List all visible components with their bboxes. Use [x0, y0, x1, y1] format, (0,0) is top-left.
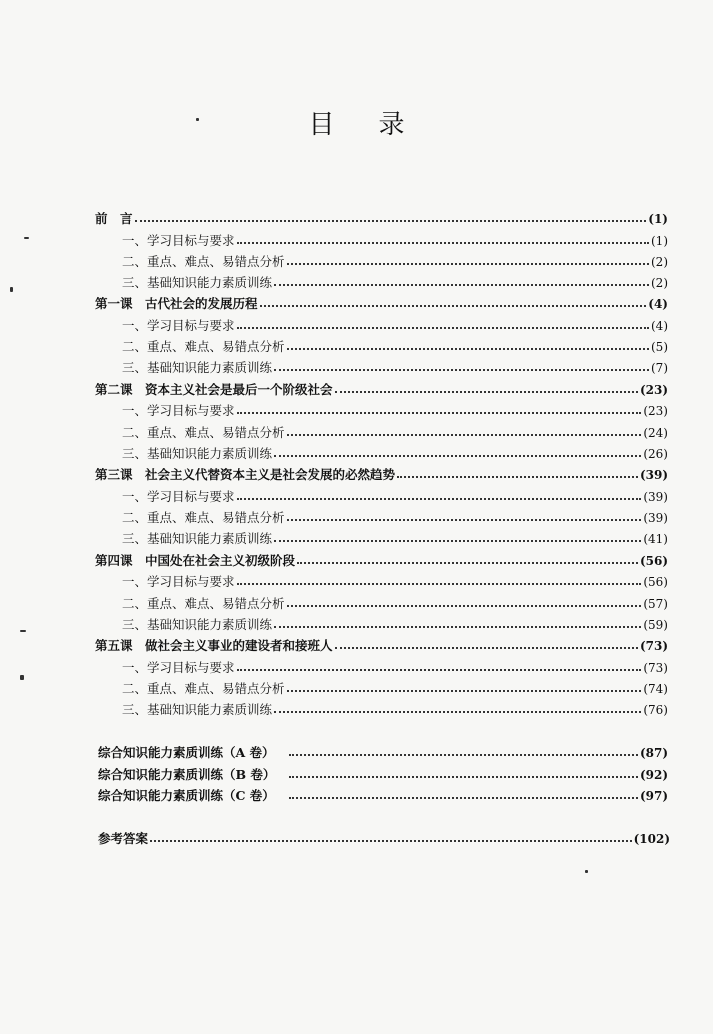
leader-dots: [237, 583, 642, 585]
scan-speck: [20, 630, 26, 632]
toc-page-number: (59): [643, 618, 668, 632]
leader-dots: [274, 455, 641, 457]
leader-dots: [274, 626, 641, 628]
toc-entry-label: 一、学习目标与要求: [122, 574, 235, 589]
leader-dots: [335, 647, 638, 649]
toc-entry-label: 第一课 古代社会的发展历程: [95, 296, 258, 311]
toc-page-number: (97): [639, 789, 668, 803]
scan-speck: [24, 237, 29, 239]
toc-page-number: (2): [651, 276, 668, 290]
leader-dots: [335, 391, 638, 393]
leader-dots: [274, 369, 649, 371]
leader-dots: [289, 776, 638, 778]
toc-entry-label: 参考答案: [98, 831, 149, 846]
toc-subentry[interactable]: [122, 505, 668, 525]
leader-dots: [135, 220, 647, 222]
leader-dots: [287, 605, 642, 607]
scan-speck: [10, 287, 13, 292]
toc-entry-label: 三、基础知识能力素质训练: [122, 360, 273, 375]
page-title: [0, 104, 713, 141]
toc-page-number: (23): [643, 404, 668, 418]
toc-subentry[interactable]: [122, 249, 668, 269]
toc-page-number: (39): [643, 511, 668, 525]
toc-entry-label: 第三课 社会主义代替资本主义是社会发展的必然趋势: [95, 467, 396, 482]
toc-subentry[interactable]: [122, 655, 668, 675]
toc-entry-label: 第五课 做社会主义事业的建设者和接班人: [95, 638, 333, 653]
toc-entry-label: 二、重点、难点、易错点分析: [122, 596, 285, 611]
leader-dots: [237, 327, 649, 329]
toc-entry-answers[interactable]: [98, 826, 670, 846]
toc-entry-label: 综合知识能力素质训练（C 卷）: [98, 788, 275, 803]
toc-entry-label: 一、学习目标与要求: [122, 233, 235, 248]
toc-entry-label: 二、重点、难点、易错点分析: [122, 425, 285, 440]
leader-dots: [397, 476, 638, 478]
toc-page-number: (5): [651, 340, 668, 354]
toc-entry-preface[interactable]: [95, 206, 668, 226]
toc-entry-label: 二、重点、难点、易错点分析: [122, 339, 285, 354]
toc-page-number: (39): [639, 468, 668, 482]
toc-entry-lesson-5[interactable]: [95, 633, 668, 653]
toc-subentry[interactable]: [122, 676, 668, 696]
toc-entry-lesson-3[interactable]: [95, 462, 668, 482]
toc-subentry[interactable]: [122, 484, 668, 504]
scan-speck: [585, 870, 588, 873]
toc-page-number: (102): [633, 832, 670, 846]
toc-page-number: (41): [643, 532, 668, 546]
leader-dots: [289, 754, 638, 756]
toc-entry-comprehensive-a[interactable]: [98, 740, 668, 760]
toc-page-number: (4): [651, 319, 668, 333]
leader-dots: [287, 519, 642, 521]
leader-dots: [150, 840, 632, 842]
title-char-1: 目: [308, 110, 335, 140]
toc-entry-label: 综合知识能力素质训练（A 卷）: [98, 745, 275, 760]
toc-subentry[interactable]: [122, 569, 668, 589]
toc-entry-label: 第二课 资本主义社会是最后一个阶级社会: [95, 382, 333, 397]
toc-page-number: (1): [648, 212, 668, 226]
toc-page-number: (73): [639, 639, 668, 653]
toc-subentry[interactable]: [122, 270, 668, 290]
toc-entry-label: 三、基础知识能力素质训练: [122, 617, 273, 632]
toc-entry-lesson-2[interactable]: [95, 377, 668, 397]
leader-dots: [237, 498, 642, 500]
toc-page-number: (39): [643, 490, 668, 504]
toc-page-number: (4): [648, 297, 668, 311]
toc-entry-label: 前 言: [95, 211, 133, 226]
toc-page-number: (1): [651, 234, 668, 248]
leader-dots: [287, 263, 649, 265]
title-char-2: 录: [378, 110, 405, 140]
toc-entry-label: 三、基础知识能力素质训练: [122, 702, 273, 717]
toc-entry-comprehensive-b[interactable]: [98, 762, 668, 782]
toc-page-number: (7): [651, 361, 668, 375]
toc-page-number: (26): [643, 447, 668, 461]
leader-dots: [287, 348, 649, 350]
toc-page-number: (57): [643, 597, 668, 611]
leader-dots: [287, 434, 642, 436]
toc-page-number: (87): [639, 746, 668, 760]
toc-subentry[interactable]: [122, 697, 668, 717]
toc-entry-label: 一、学习目标与要求: [122, 403, 235, 418]
toc-page-number: (74): [643, 682, 668, 696]
toc-page-number: (56): [639, 554, 668, 568]
toc-entry-label: 二、重点、难点、易错点分析: [122, 681, 285, 696]
leader-dots: [237, 669, 642, 671]
toc-entry-comprehensive-c[interactable]: [98, 783, 668, 803]
toc-page-number: (73): [643, 661, 668, 675]
toc-page-number: (24): [643, 426, 668, 440]
leader-dots: [237, 412, 642, 414]
leader-dots: [297, 562, 638, 564]
toc-entry-label: 二、重点、难点、易错点分析: [122, 510, 285, 525]
toc-page-number: (23): [639, 383, 668, 397]
toc-page-number: (2): [651, 255, 668, 269]
leader-dots: [287, 690, 642, 692]
toc-entry-lesson-1[interactable]: [95, 291, 668, 311]
toc-subentry[interactable]: [122, 612, 668, 632]
toc-subentry[interactable]: [122, 313, 668, 333]
leader-dots: [274, 711, 641, 713]
toc-entry-label: 三、基础知识能力素质训练: [122, 446, 273, 461]
leader-dots: [274, 540, 641, 542]
toc-entry-label: 一、学习目标与要求: [122, 489, 235, 504]
toc-subentry[interactable]: [122, 334, 668, 354]
leader-dots: [274, 284, 649, 286]
leader-dots: [289, 797, 638, 799]
toc-entry-label: 一、学习目标与要求: [122, 318, 235, 333]
scan-speck: [20, 675, 24, 680]
toc-page-number: (76): [643, 703, 668, 717]
toc-entry-lesson-4[interactable]: [95, 548, 668, 568]
leader-dots: [237, 242, 649, 244]
toc-entry-label: 一、学习目标与要求: [122, 660, 235, 675]
leader-dots: [260, 305, 647, 307]
toc-entry-label: 二、重点、难点、易错点分析: [122, 254, 285, 269]
toc-entry-label: 三、基础知识能力素质训练: [122, 531, 273, 546]
scan-speck: [196, 118, 199, 121]
toc-page-number: (56): [643, 575, 668, 589]
toc-entry-label: 三、基础知识能力素质训练: [122, 275, 273, 290]
toc-subentry[interactable]: [122, 355, 668, 375]
toc-entry-label: 综合知识能力素质训练（B 卷）: [98, 767, 276, 782]
toc-subentry[interactable]: [122, 420, 668, 440]
toc-entry-label: 第四课 中国处在社会主义初级阶段: [95, 553, 296, 568]
toc-subentry[interactable]: [122, 526, 668, 546]
toc-page-number: (92): [639, 768, 668, 782]
toc-subentry[interactable]: [122, 441, 668, 461]
toc-subentry[interactable]: [122, 398, 668, 418]
toc-subentry[interactable]: [122, 591, 668, 611]
toc-subentry[interactable]: [122, 228, 668, 248]
